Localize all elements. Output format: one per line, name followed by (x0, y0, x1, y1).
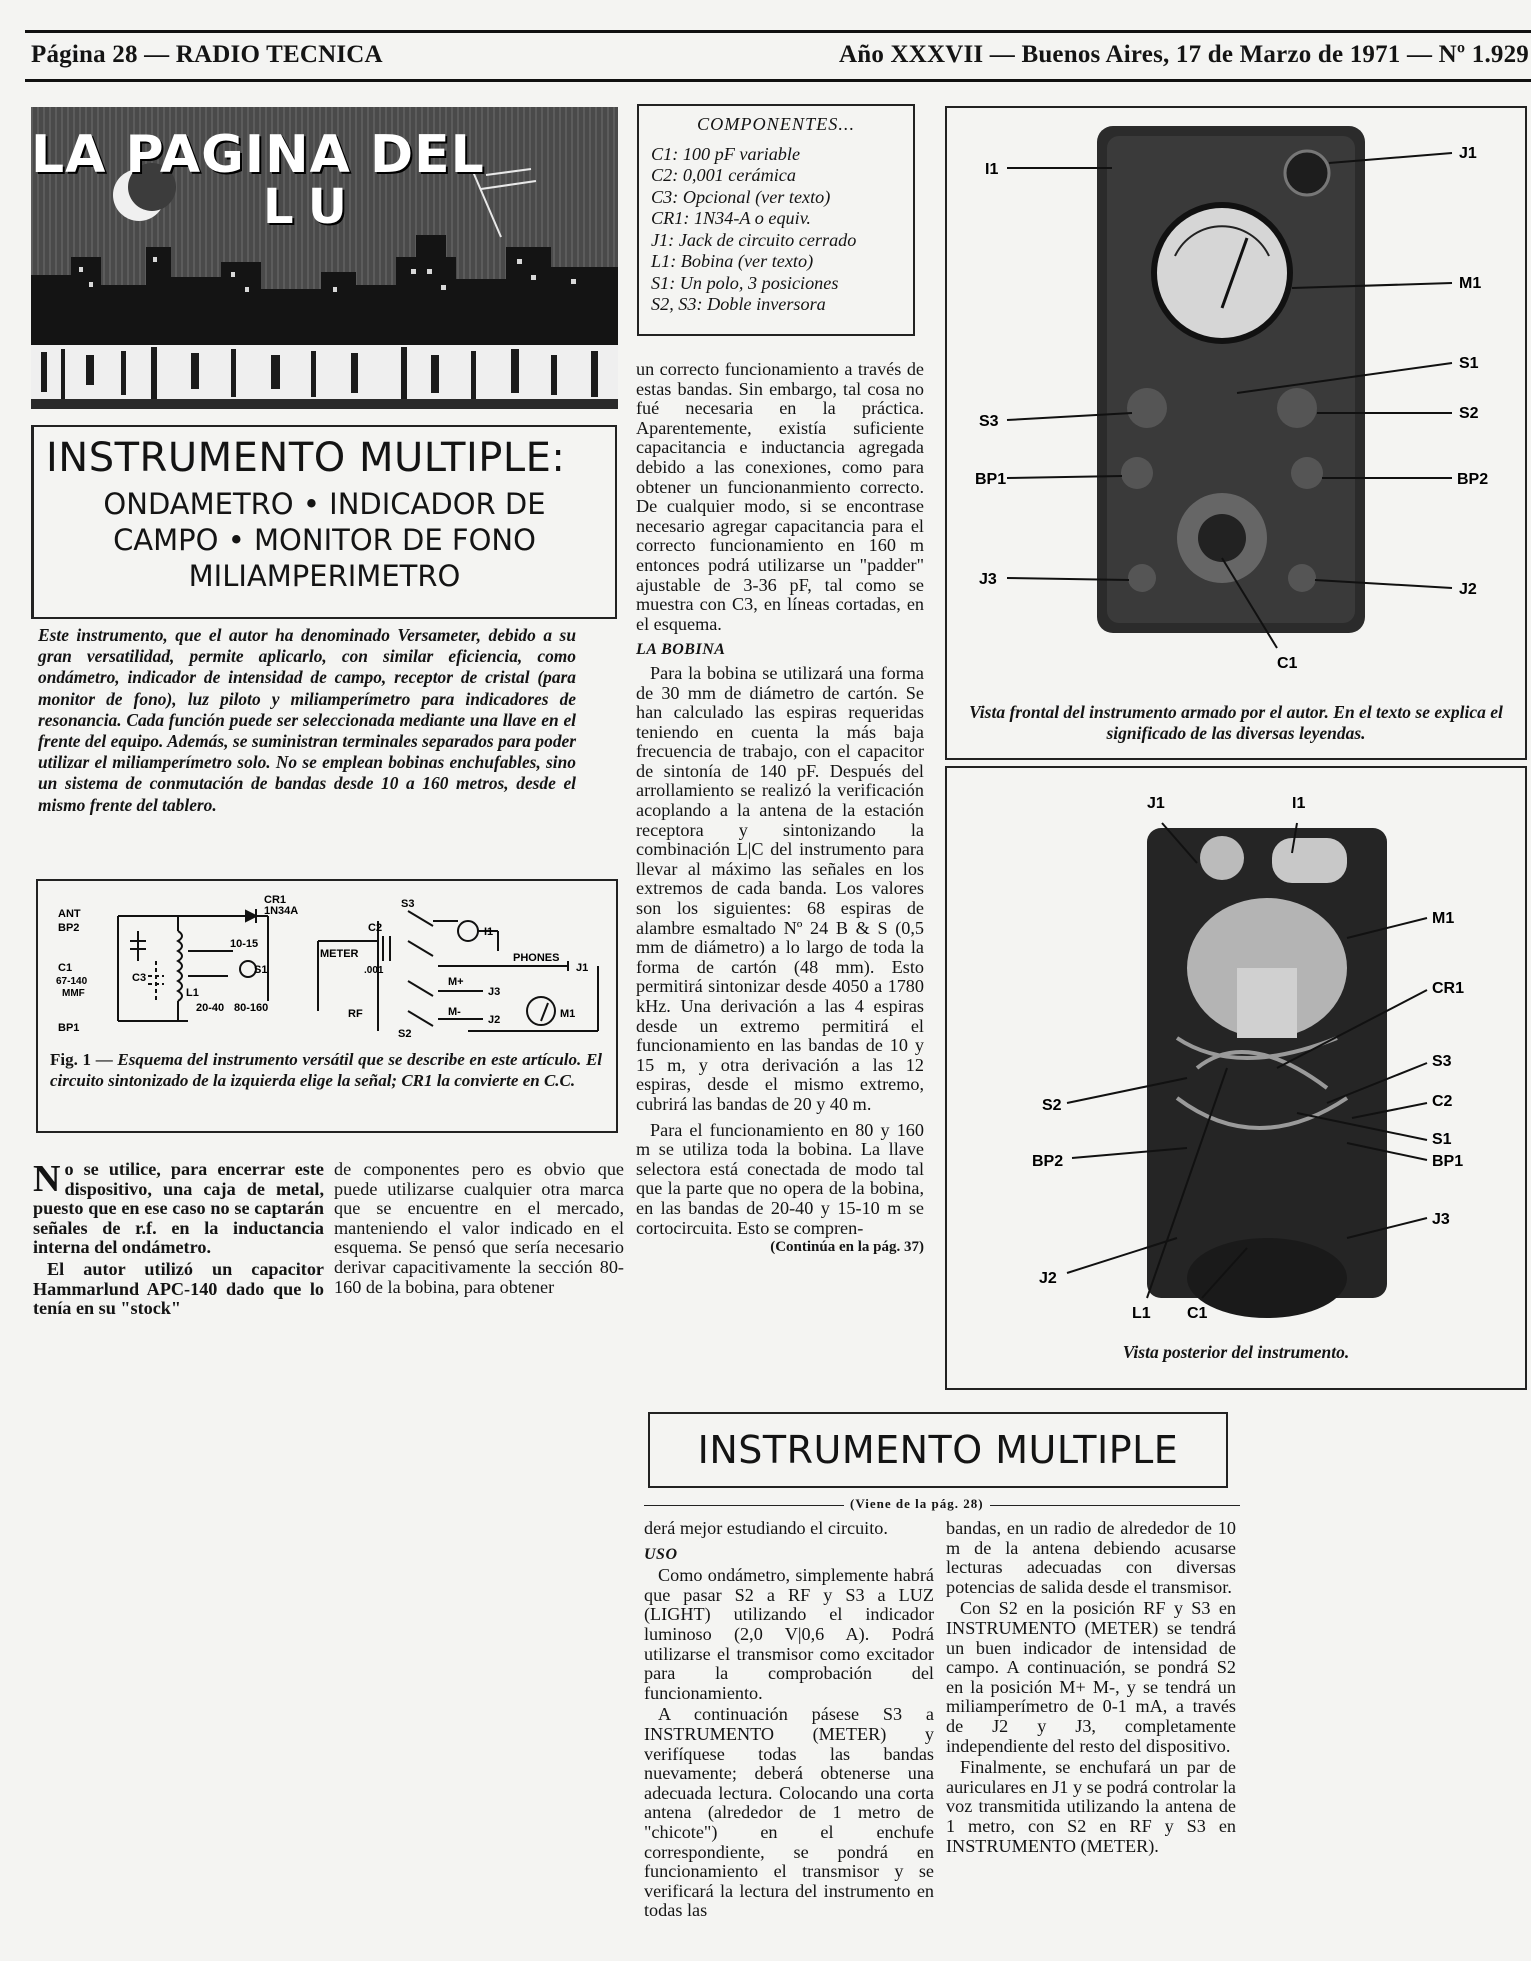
front-label-bp1: BP1 (975, 471, 1007, 488)
rear-label-c2: C2 (1432, 1093, 1453, 1110)
sch-m1: M1 (560, 1008, 576, 1020)
continuation-title: INSTRUMENTO MULTIPLE (697, 1428, 1179, 1472)
col3-paragraph-1: un correcto funcionamiento a través de estas bandas. Sin embargo, tal cosa no fué necesaria en la práctica. Aparentemente, existía suficiente capacitancia e inductancia agregada debido a las conexiones, como para obtener un funcionanmiento correcto. De cualquier modo, si se encontrase necesario agregar capacitancia para el correcto funcionamiento en 160 m entonces podrá utilizarse un "padder" ajustable de 3-36 pF, tal como se muestra con C3, en líneas cortadas, en el esquema. (636, 359, 924, 634)
body-column-2 (334, 1160, 624, 1299)
continued-from-note: (Viene de la pág. 28) (844, 1496, 990, 1512)
components-list (651, 144, 901, 316)
sch-mminus: M- (448, 1006, 461, 1018)
components-title: COMPONENTES... (697, 114, 855, 134)
sch-l1: L1 (186, 987, 199, 999)
article-title-box (31, 425, 617, 619)
sch-j1: J1 (576, 962, 589, 974)
cont-col2-paragraph-1: bandas, en un radio de alrededor de 10 m de la antena debiendo acusarse lecturas adecuadas con diversas potencias de salida desde el transmisor. (946, 1518, 1236, 1597)
cont-col1-paragraph-2: Como ondámetro, simplemente habrá que pasar S2 a RF y S3 a LUZ (LIGHT) utilizando el indicador luminoso (2,0 V|0,6 A). Podrá utilizarse el transmisor como excitador para la comprobación del funcionamiento. (644, 1565, 934, 1703)
sch-mplus: M+ (448, 976, 464, 988)
sch-meter: METER (320, 948, 359, 960)
schematic-caption (50, 1049, 602, 1091)
header-left: Página 28 — RADIO TECNICA (31, 41, 383, 68)
sch-b2: 20-40 (196, 1002, 225, 1014)
drop-cap: N (33, 1158, 61, 1200)
banner-title: LA PAGINA DEL (31, 125, 485, 185)
sch-j3: J3 (488, 986, 501, 998)
rear-label-m1: M1 (1432, 910, 1455, 927)
continued-from-line (644, 1496, 1240, 1512)
rear-label-bp2: BP2 (1032, 1153, 1064, 1170)
rear-label-j3: J3 (1432, 1211, 1450, 1228)
component-item: C1: 100 pF variable (651, 143, 801, 164)
rear-label-s1: S1 (1432, 1131, 1452, 1148)
sch-ant: ANT (58, 908, 81, 920)
col3-paragraph-2: Para la bobina se utilizará una forma de 30 mm de diámetro de cartón. Se han calculado las espiras requeridas teniendo en cuenta la más baja frecuencia de trabajo, con el capacitor de sintonía de 140 pF. Después del arrollamiento se realizó la verificación acoplando a la antena de la estación receptora y sintonizando la combinación L|C del instrumento para llevar al máximo las señales en los extremos de cada banda. Los valores son los siguientes: 68 espiras de alambre esmaltado Nº 24 B & S (0,5 mm de diámetro) a lo largo de toda la forma de cartón (48 mm). Esto permitirá sintonizar desde 4050 a 1780 kHz. Una derivación a las 4 espiras desde un extremo permitirá el funcionamiento en las bandas de 10 y 15 m, y otra derivación a las 12 espiras, desde el mismo extremo, cubrirá las bandas de 20 y 40 m. (636, 662, 924, 1114)
continued-note: (Continúa en la pág. 37) (770, 1239, 924, 1256)
sch-s2: S2 (398, 1028, 412, 1040)
component-item: S2, S3: Doble inversora (651, 294, 826, 314)
component-item: CR1: 1N34-A o equiv. (651, 208, 811, 228)
front-label-s3: S3 (979, 413, 999, 430)
component-item: S1: Un polo, 3 posiciones (651, 272, 839, 293)
rear-label-cr1: CR1 (1432, 980, 1465, 997)
cont-col2-paragraph-3: Finalmente, se enchufará un par de auriculares en J1 y se podrá controlar la voz transmitida utilizando la antena de 1 metro, con S2 en RF y S3 en INSTRUMENTO (METER). (946, 1757, 1236, 1856)
col2-paragraph-1: de componentes pero es obvio que puede utilizarse cualquier otra marca que se encuentre en el mercado, manteniendo el valor indicado en el esquema. Se pensó que sería necesario derivar capacitivamente la sección 80-160 de la bobina, para obtener (334, 1159, 624, 1297)
front-view-photo (947, 108, 1525, 688)
rear-label-bp1: BP1 (1432, 1153, 1464, 1170)
sch-rf: RF (348, 1008, 363, 1020)
sch-cr1val: 1N34A (264, 905, 299, 917)
front-label-j1: J1 (1459, 145, 1477, 162)
front-label-j2: J2 (1459, 581, 1477, 598)
front-label-c1: C1 (1277, 655, 1298, 672)
sch-b1: 10-15 (230, 938, 259, 950)
front-label-j3: J3 (979, 571, 997, 588)
sch-c2val: .001 (364, 965, 384, 976)
sch-c3: C3 (132, 972, 147, 984)
component-item: J1: Jack de circuito cerrado (651, 229, 857, 250)
article-title-main: INSTRUMENTO MULTIPLE: (46, 435, 566, 481)
body-column-1 (33, 1160, 324, 1321)
front-photo-caption: Vista frontal del instrumento armado por el autor. En el texto se explica el significado de las diversas leyendas. (969, 702, 1503, 743)
schematic-caption-label: Fig. 1 — (50, 1050, 113, 1069)
rear-label-i1: I1 (1292, 795, 1306, 812)
cont-subhead-uso: USO (644, 1545, 678, 1563)
front-label-bp2: BP2 (1457, 471, 1489, 488)
schematic-caption-text: Esquema del instrumento versátil que se describe en este artículo. El circuito sintonizado de la izquierda elige la señal; CR1 la convierte en C.C. (50, 1050, 603, 1090)
intro-paragraph: Este instrumento, que el autor ha denominado Versameter, debido a su gran versatilidad, permite aplicarlo, con similar eficiencia, como ondámetro, indicador de intensidad de campo, receptor de cristal (para monitor de fono), luz piloto y miliamperímetro para indicadores de resonancia. Cada función puede ser seleccionada mediante una llave en el frente del equipo. Además, se suministran terminales separados para poder utilizar el miliamperímetro solo. No se emplean bobinas enchufables, sino un sistema de conmutación de bandas desde 10 a 160 metros, desde el mismo frente del tablero. (38, 625, 576, 815)
rear-label-j1: J1 (1147, 795, 1165, 812)
rear-label-l1: L1 (1132, 1305, 1151, 1322)
cont-col2-paragraph-2: Con S2 en la posición RF y S3 en INSTRUMENTO (METER) se tendrá un buen indicador de intensidad de campo. A continuación, se pondrá S2 en la posición M+ M-, y se tendrá un miliamperímetro de 0-1 mA, a través de J2 y J3, completamente independiente del resto del dispositivo. (946, 1598, 1236, 1756)
rear-label-c1: C1 (1187, 1305, 1208, 1322)
sch-bp2: BP2 (58, 922, 80, 934)
cont-col1-paragraph-3: A continuación pásese S3 a INSTRUMENTO (METER) y verifíquese todas las bandas nuevamente; deberá obtenerse una adecuada lectura. Colocando una corta antena (alrededor de 1 metro de "chicote") en el enchufe correspondiente, se pondrá en funcionamiento el transmisor y se verificará la lectura del instrumento en todas las (644, 1704, 934, 1921)
rear-label-s2: S2 (1042, 1097, 1062, 1114)
sch-c1val: 67-140 (56, 976, 88, 987)
photo-front-figure (945, 106, 1527, 760)
col3-subhead-bobina: LA BOBINA (636, 641, 726, 659)
sch-phones: PHONES (513, 952, 560, 964)
sch-j2: J2 (488, 1014, 501, 1026)
rear-photo-caption: Vista posterior del instrumento. (1122, 1342, 1350, 1362)
rear-label-j2: J2 (1039, 1270, 1057, 1287)
sch-c1unit: MMF (62, 988, 85, 999)
continuation-title-box (648, 1412, 1228, 1488)
col1-paragraph-2: El autor utilizó un capacitor Hammarlund APC-140 dado que lo tenía en su "stock" (33, 1258, 324, 1319)
body-column-3 (636, 360, 924, 1254)
sch-cr1: CR1 (264, 894, 287, 906)
continuation-column-2 (946, 1519, 1236, 1858)
photo-rear-figure (945, 766, 1527, 1390)
sch-c1: C1 (58, 962, 73, 974)
article-title-line3: CAMPO • MONITOR DE FONO (113, 523, 536, 557)
front-label-m1: M1 (1459, 275, 1482, 292)
continuation-column-1 (644, 1519, 934, 1923)
article-title-line4: MILIAMPERIMETRO (188, 559, 461, 593)
component-item: L1: Bobina (ver texto) (651, 251, 814, 271)
front-label-i1: I1 (985, 161, 999, 178)
banner-title-lu: LU (263, 179, 363, 235)
sch-i1: I1 (484, 926, 494, 938)
cont-col1-paragraph-1: derá mejor estudiando el circuito. (644, 1518, 888, 1538)
sch-s1: S1 (254, 964, 268, 976)
front-label-s2: S2 (1459, 405, 1479, 422)
col1-paragraph-1: o se utilice, para encerrar este dispositivo, una caja de metal, puesto que en ese caso no se captarán señales de r.f. en la inductancia interna del ondámetro. (33, 1159, 324, 1258)
sch-bp1: BP1 (58, 1022, 80, 1034)
page-header (25, 30, 1531, 82)
sch-c2: C2 (368, 922, 383, 934)
schematic-figure (36, 879, 618, 1133)
rear-label-s3: S3 (1432, 1053, 1452, 1070)
sch-s3: S3 (401, 898, 415, 910)
components-box (637, 104, 915, 336)
component-item: C3: Opcional (ver texto) (651, 186, 831, 207)
header-right: Año XXXVII — Buenos Aires, 17 de Marzo de 1971 — Nº 1.929 (838, 41, 1529, 68)
col3-paragraph-3: Para el funcionamiento en 80 y 160 m se utiliza toda la bobina. La llave selectora está conectada de modo tal que la parte que no opera de la bobina, en las bandas de 20-40 y 15-10 m se cortocircuita. Esto se compren- (636, 1119, 924, 1238)
sch-b3: 80-160 (234, 1002, 269, 1014)
article-title-line2: ONDAMETRO • INDICADOR DE (103, 487, 546, 521)
circuit-schematic (38, 881, 616, 1041)
component-item: C2: 0,001 cerámica (651, 165, 796, 185)
banner-image (31, 107, 618, 409)
front-label-s1: S1 (1459, 355, 1479, 372)
rear-view-photo (947, 768, 1525, 1328)
